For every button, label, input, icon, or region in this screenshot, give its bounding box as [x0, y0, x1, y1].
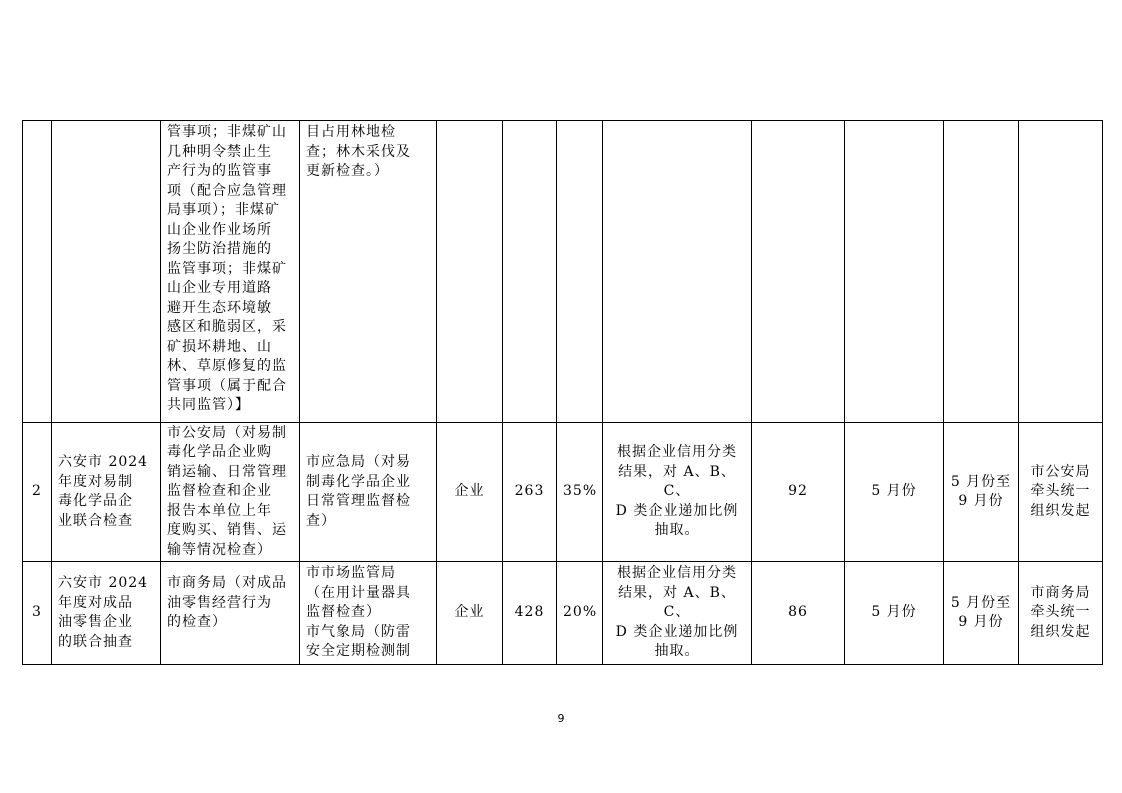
cell-count — [752, 562, 845, 665]
cell-ratio — [557, 562, 603, 665]
table-row — [23, 423, 1103, 562]
cell-start — [845, 562, 944, 665]
cell-total — [503, 423, 557, 562]
sampling-method: 根据企业信用分类 结果，对 A、B、C、 D 类企业递加比例 抽取。 — [615, 444, 739, 539]
start-month: 5 月份 — [871, 604, 917, 621]
task-name: 六安市 2024 年度对成品 油零售企业 的联合抽查 — [58, 575, 149, 650]
cell-method — [603, 121, 752, 423]
cell-no — [23, 423, 52, 562]
cell-no — [23, 562, 52, 665]
cell-participants — [300, 423, 437, 562]
sampling-ratio: 20% — [563, 604, 598, 621]
cell-total — [503, 562, 557, 665]
table-row-continuation — [23, 121, 1103, 423]
cell-participants — [300, 121, 437, 423]
cell-count — [752, 423, 845, 562]
cell-lead-department — [161, 562, 300, 665]
cell-total — [503, 121, 557, 423]
organizer-text: 市商务局 牵头统一 组织发起 — [1030, 584, 1091, 640]
cell-no — [23, 121, 52, 423]
task-name: 六安市 2024 年度对易制 毒化学品企 业联合检查 — [58, 454, 149, 529]
cell-lead-department — [161, 423, 300, 562]
table-row — [23, 562, 1103, 665]
cell-organizer — [1019, 423, 1103, 562]
cell-object — [437, 562, 503, 665]
row-number: 2 — [32, 483, 42, 500]
cell-ratio — [557, 121, 603, 423]
cell-method — [603, 423, 752, 562]
cell-participants — [300, 562, 437, 665]
sample-count: 92 — [788, 483, 808, 500]
cell-organizer — [1019, 562, 1103, 665]
organizer-text: 市公安局 牵头统一 组织发起 — [1030, 463, 1091, 519]
total-count: 428 — [514, 604, 545, 621]
cell-period — [944, 121, 1019, 423]
inspection-period: 5 月份至 9 月份 — [950, 473, 1012, 509]
cell-task — [52, 562, 161, 665]
sample-count: 86 — [788, 604, 808, 621]
inspection-period: 5 月份至 9 月份 — [950, 594, 1012, 630]
participants-text: 目占用林地检 查；林木采伐及 更新检查。） — [306, 124, 411, 179]
total-count: 263 — [514, 483, 545, 500]
start-month: 5 月份 — [871, 483, 917, 500]
cell-count — [752, 121, 845, 423]
sampling-ratio: 35% — [563, 483, 598, 500]
lead-text: 市商务局（对成品 油零售经营行为 的检查） — [167, 575, 287, 630]
inspection-object: 企业 — [454, 604, 485, 621]
cell-object — [437, 423, 503, 562]
page-number: 9 — [557, 712, 565, 725]
cell-start — [845, 121, 944, 423]
lead-text: 管事项；非煤矿山 几种明令禁止生 产行为的监管事 项（配合应急管理 局事项）；非煤矿 山企业作业场所 扬尘防治措施的 监管事项；非煤矿 山企业专用道路 避开生态环境敏 感区和脆弱区，采 矿损坏耕地、山 林、草原修复的监 管事项（属于配合 共同监管）】 — [167, 124, 287, 413]
cell-object — [437, 121, 503, 423]
cell-lead-department — [161, 121, 300, 423]
sampling-method: 根据企业信用分类 结果，对 A、B、C、 D 类企业递加比例 抽取。 — [615, 565, 739, 660]
row-number: 3 — [32, 604, 42, 621]
cell-start — [845, 423, 944, 562]
cell-period — [944, 562, 1019, 665]
cell-organizer — [1019, 121, 1103, 423]
participants-text: 市市场监管局 （在用计量器具 监督检查） 市气象局（防雷 安全定期检测制 — [306, 565, 411, 659]
inspection-object: 企业 — [454, 483, 485, 500]
cell-method — [603, 562, 752, 665]
cell-ratio — [557, 423, 603, 562]
lead-text: 市公安局（对易制 毒化学品企业购 销运输、日常管理 监督检查和企业 报告本单位上年 度购买、销售、运 输等情况检查） — [167, 424, 287, 558]
cell-task — [52, 121, 161, 423]
cell-task — [52, 423, 161, 562]
inspection-plan-table — [22, 120, 1103, 665]
cell-period — [944, 423, 1019, 562]
participants-text: 市应急局（对易 制毒化学品企业 日常管理监督检 查） — [306, 454, 411, 529]
